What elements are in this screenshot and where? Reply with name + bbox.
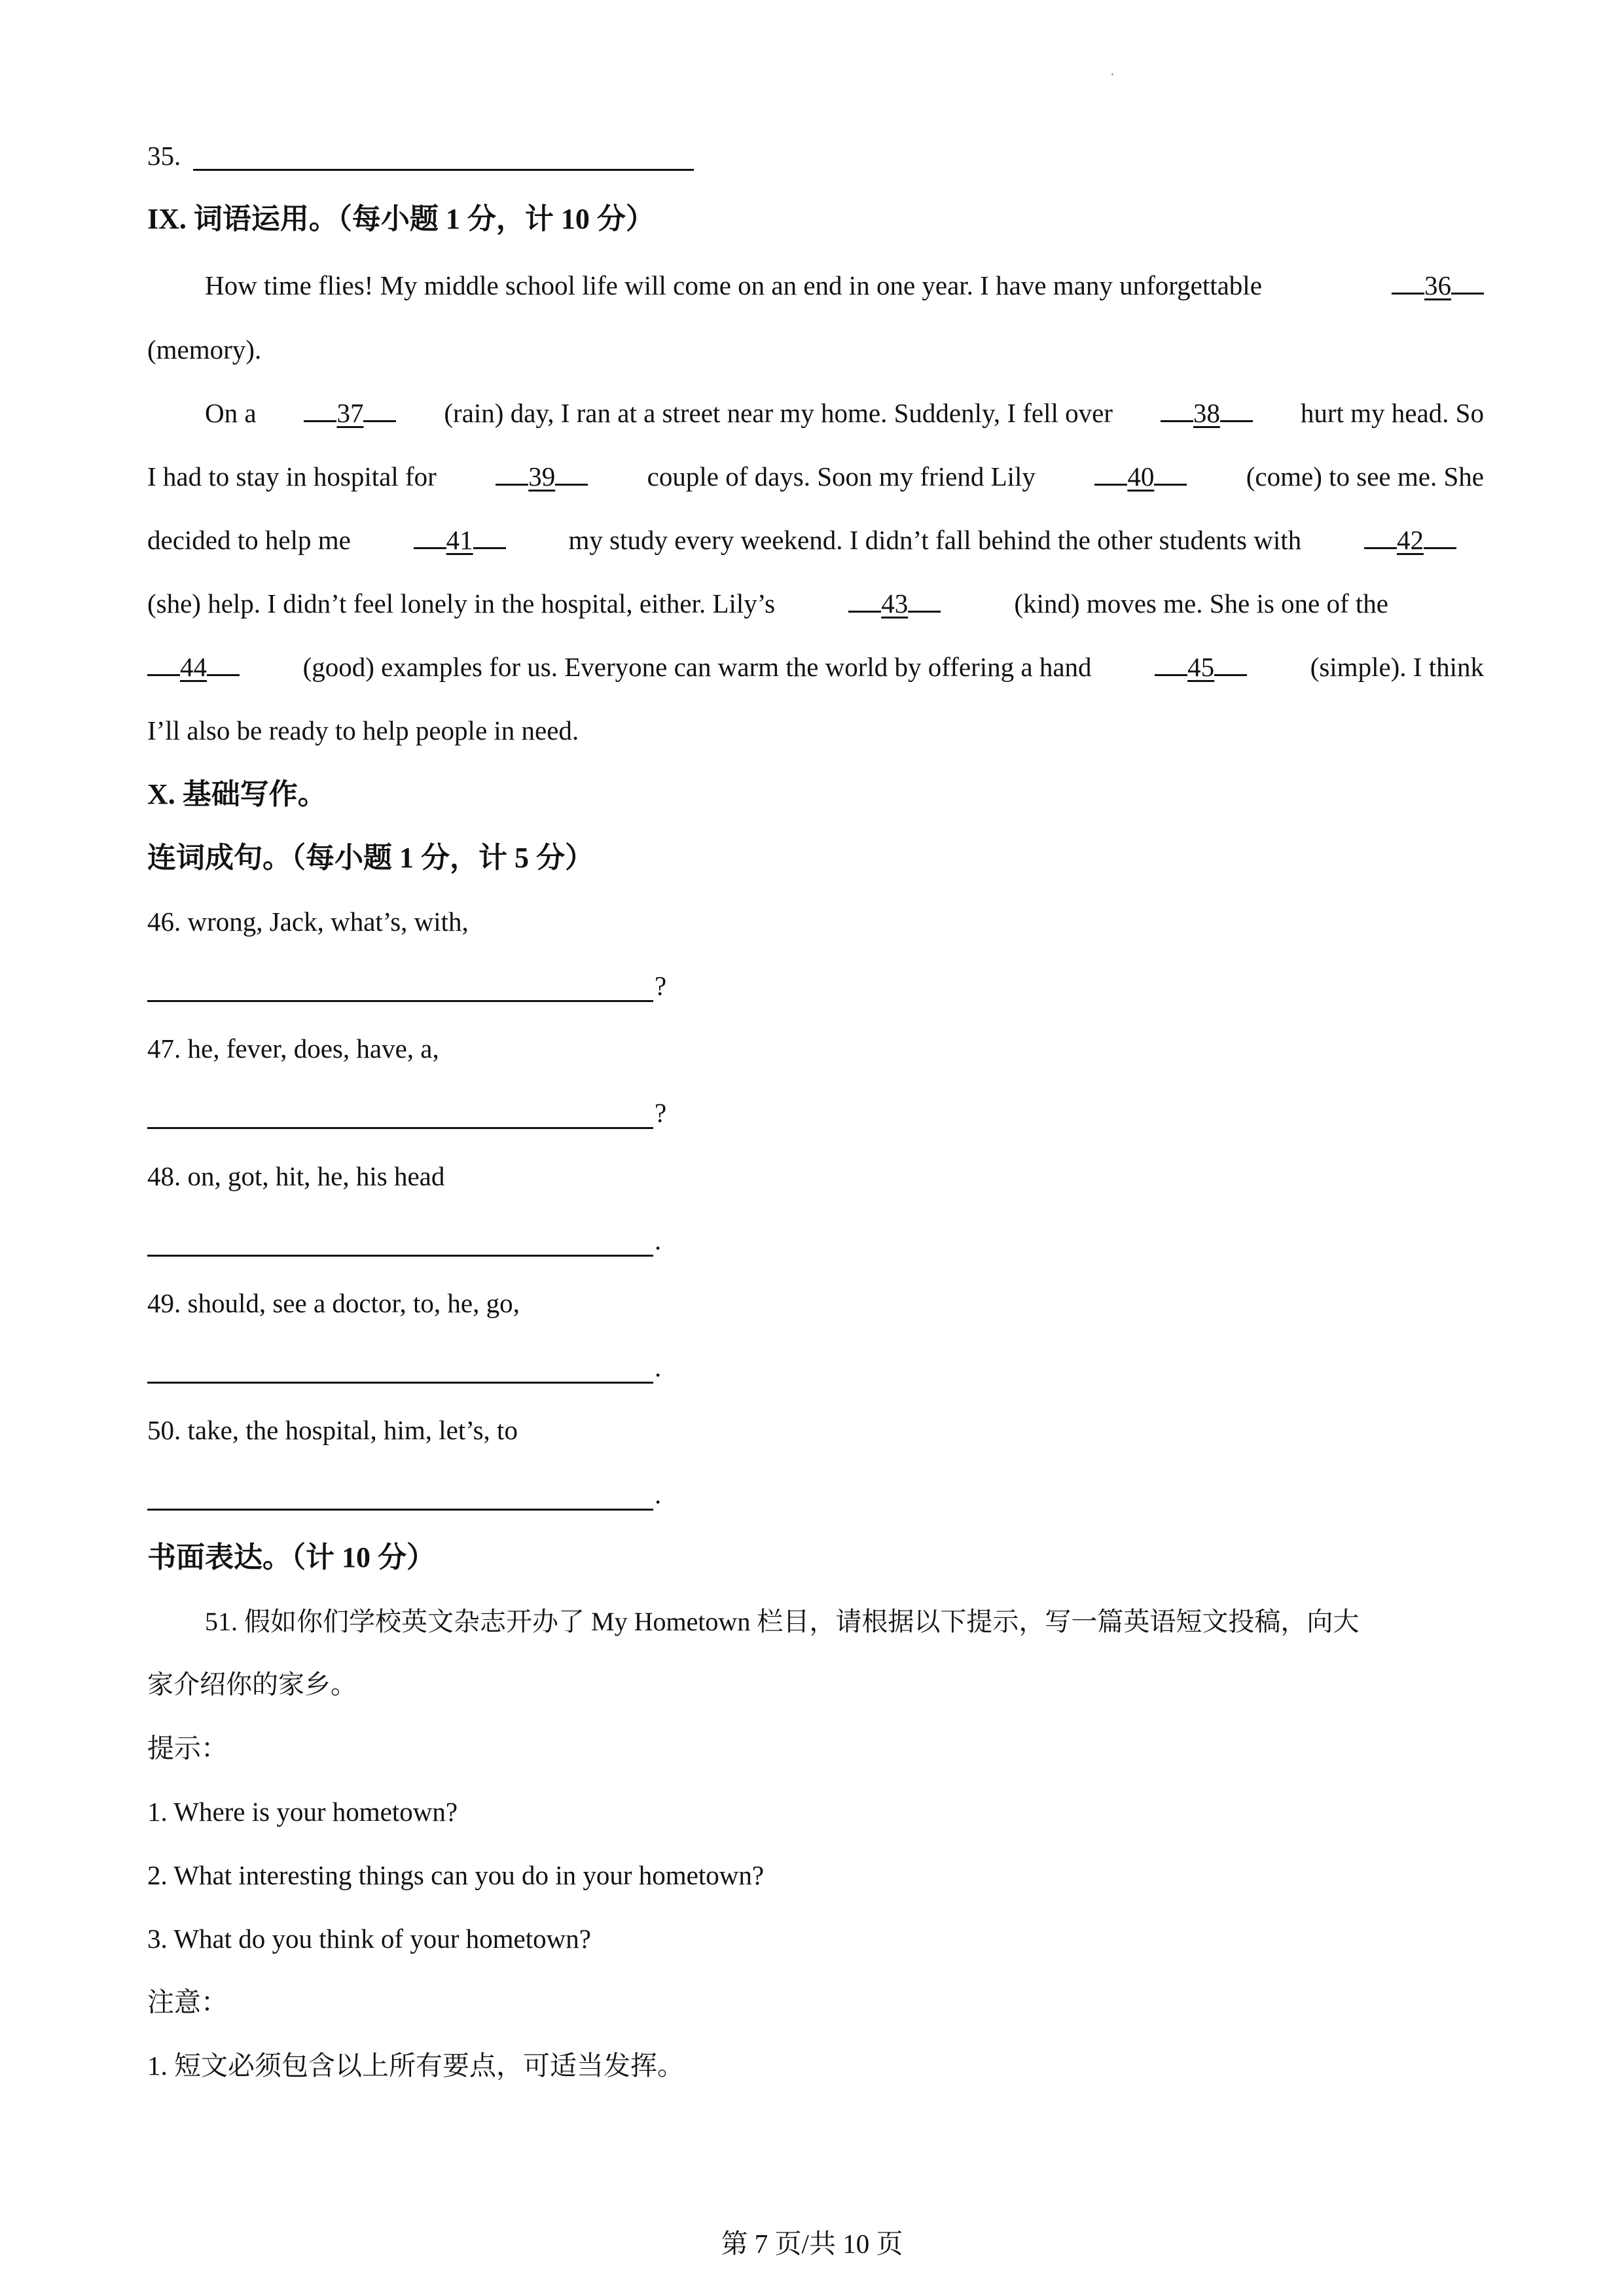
s9-text: On a: [205, 398, 257, 428]
blank-45[interactable]: [1155, 651, 1247, 683]
blank-36-number: 36: [1424, 270, 1451, 300]
blank-37-number: 37: [336, 398, 364, 428]
hint-3: 3. What do you think of your hometown?: [147, 1924, 591, 1954]
q35-number: 35.: [147, 141, 181, 171]
s9-line-3: [205, 397, 1484, 429]
s9-text: decided to help me: [147, 525, 351, 555]
s9-text: (good) examples for us. Everyone can warm the world by offering a hand: [302, 652, 1092, 682]
s9-text: (she) help. I didn’t feel lonely in the hospital, either. Lily’s: [147, 588, 776, 619]
blank-41-number: 41: [446, 525, 473, 555]
page-footer: 第 7 页/共 10 页: [721, 2229, 903, 2259]
s9-text: my study every weekend. I didn’t fall behind the other students with: [568, 525, 1302, 555]
q50-punct: .: [655, 1479, 662, 1509]
blank-40[interactable]: [1094, 460, 1187, 493]
blank-42-number: 42: [1396, 525, 1424, 555]
blank-39[interactable]: [496, 460, 588, 493]
hint-1: 1. Where is your hometown?: [147, 1797, 458, 1827]
scan-dot: [1111, 73, 1113, 75]
q48-punct: .: [655, 1225, 662, 1255]
s9-line-5: [147, 524, 1456, 556]
q47-punct: ?: [655, 1098, 667, 1128]
blank-44-number: 44: [180, 652, 207, 682]
q49-answer-line[interactable]: [147, 1382, 653, 1384]
s9-text: How time flies! My middle school life will come on an end in one year. I have many unforgettable: [205, 270, 1262, 300]
s9-line-2: (memory).: [147, 334, 262, 365]
s9-line-6: [147, 587, 1388, 620]
s9-line-4: [147, 460, 1484, 493]
question-51-line-2: 家介绍你的家乡。: [147, 1670, 357, 1699]
question-49: 49. should, see a doctor, to, he, go,: [147, 1288, 520, 1318]
section-10-title: X. 基础写作。: [147, 778, 327, 810]
section-10-sub-1: 连词成句。（每小题 1 分，计 5 分）: [147, 842, 594, 874]
question-35: [147, 139, 181, 172]
blank-38[interactable]: [1161, 397, 1253, 429]
s9-line-8: I’ll also be ready to help people in need.: [147, 715, 579, 745]
blank-39-number: 39: [528, 461, 556, 492]
q50-answer-line[interactable]: [147, 1509, 653, 1511]
note-1: 1. 短文必须包含以上所有要点，可适当发挥。: [147, 2051, 684, 2081]
s9-text: (simple). I think: [1310, 652, 1484, 682]
blank-40-number: 40: [1127, 461, 1155, 492]
blank-44[interactable]: [147, 651, 240, 683]
blank-41[interactable]: [414, 524, 506, 556]
question-50: 50. take, the hospital, him, let’s, to: [147, 1415, 518, 1445]
question-51-line-1: 51. 假如你们学校英文杂志开办了 My Hometown 栏目，请根据以下提示，写一篇英语短文投稿，向大: [205, 1607, 1360, 1636]
note-label: 注意：: [147, 1987, 228, 2017]
blank-43-number: 43: [881, 588, 909, 619]
question-47: 47. he, fever, does, have, a,: [147, 1033, 439, 1064]
q47-answer-line[interactable]: [147, 1127, 653, 1129]
hint-label: 提示：: [147, 1733, 228, 1763]
blank-36[interactable]: [1392, 269, 1484, 302]
q35-answer-line[interactable]: [193, 169, 694, 171]
blank-43[interactable]: [848, 587, 941, 620]
blank-42[interactable]: [1364, 524, 1456, 556]
s9-text: I had to stay in hospital for: [147, 461, 437, 492]
s9-text: (come) to see me. She: [1246, 461, 1484, 492]
q46-punct: ?: [655, 971, 667, 1001]
q46-answer-line[interactable]: [147, 1000, 653, 1002]
section-9-title: IX. 词语运用。（每小题 1 分，计 10 分）: [147, 203, 655, 235]
s9-line-7: [147, 651, 1484, 683]
s9-text: hurt my head. So: [1300, 398, 1484, 428]
q48-answer-line[interactable]: [147, 1255, 653, 1257]
blank-45-number: 45: [1187, 652, 1215, 682]
blank-38-number: 38: [1193, 398, 1220, 428]
hint-2: 2. What interesting things can you do in your hometown?: [147, 1860, 765, 1890]
s9-line-1: [205, 269, 1484, 302]
blank-37[interactable]: [304, 397, 396, 429]
section-10-sub-2: 书面表达。（计 10 分）: [147, 1541, 435, 1573]
s9-text: (rain) day, I ran at a street near my home. Suddenly, I fell over: [444, 398, 1113, 428]
question-46: 46. wrong, Jack, what’s, with,: [147, 906, 469, 937]
s9-text: (kind) moves me. She is one of the: [1014, 588, 1388, 619]
s9-text: couple of days. Soon my friend Lily: [647, 461, 1036, 492]
q49-punct: .: [655, 1352, 662, 1382]
question-48: 48. on, got, hit, he, his head: [147, 1161, 445, 1191]
